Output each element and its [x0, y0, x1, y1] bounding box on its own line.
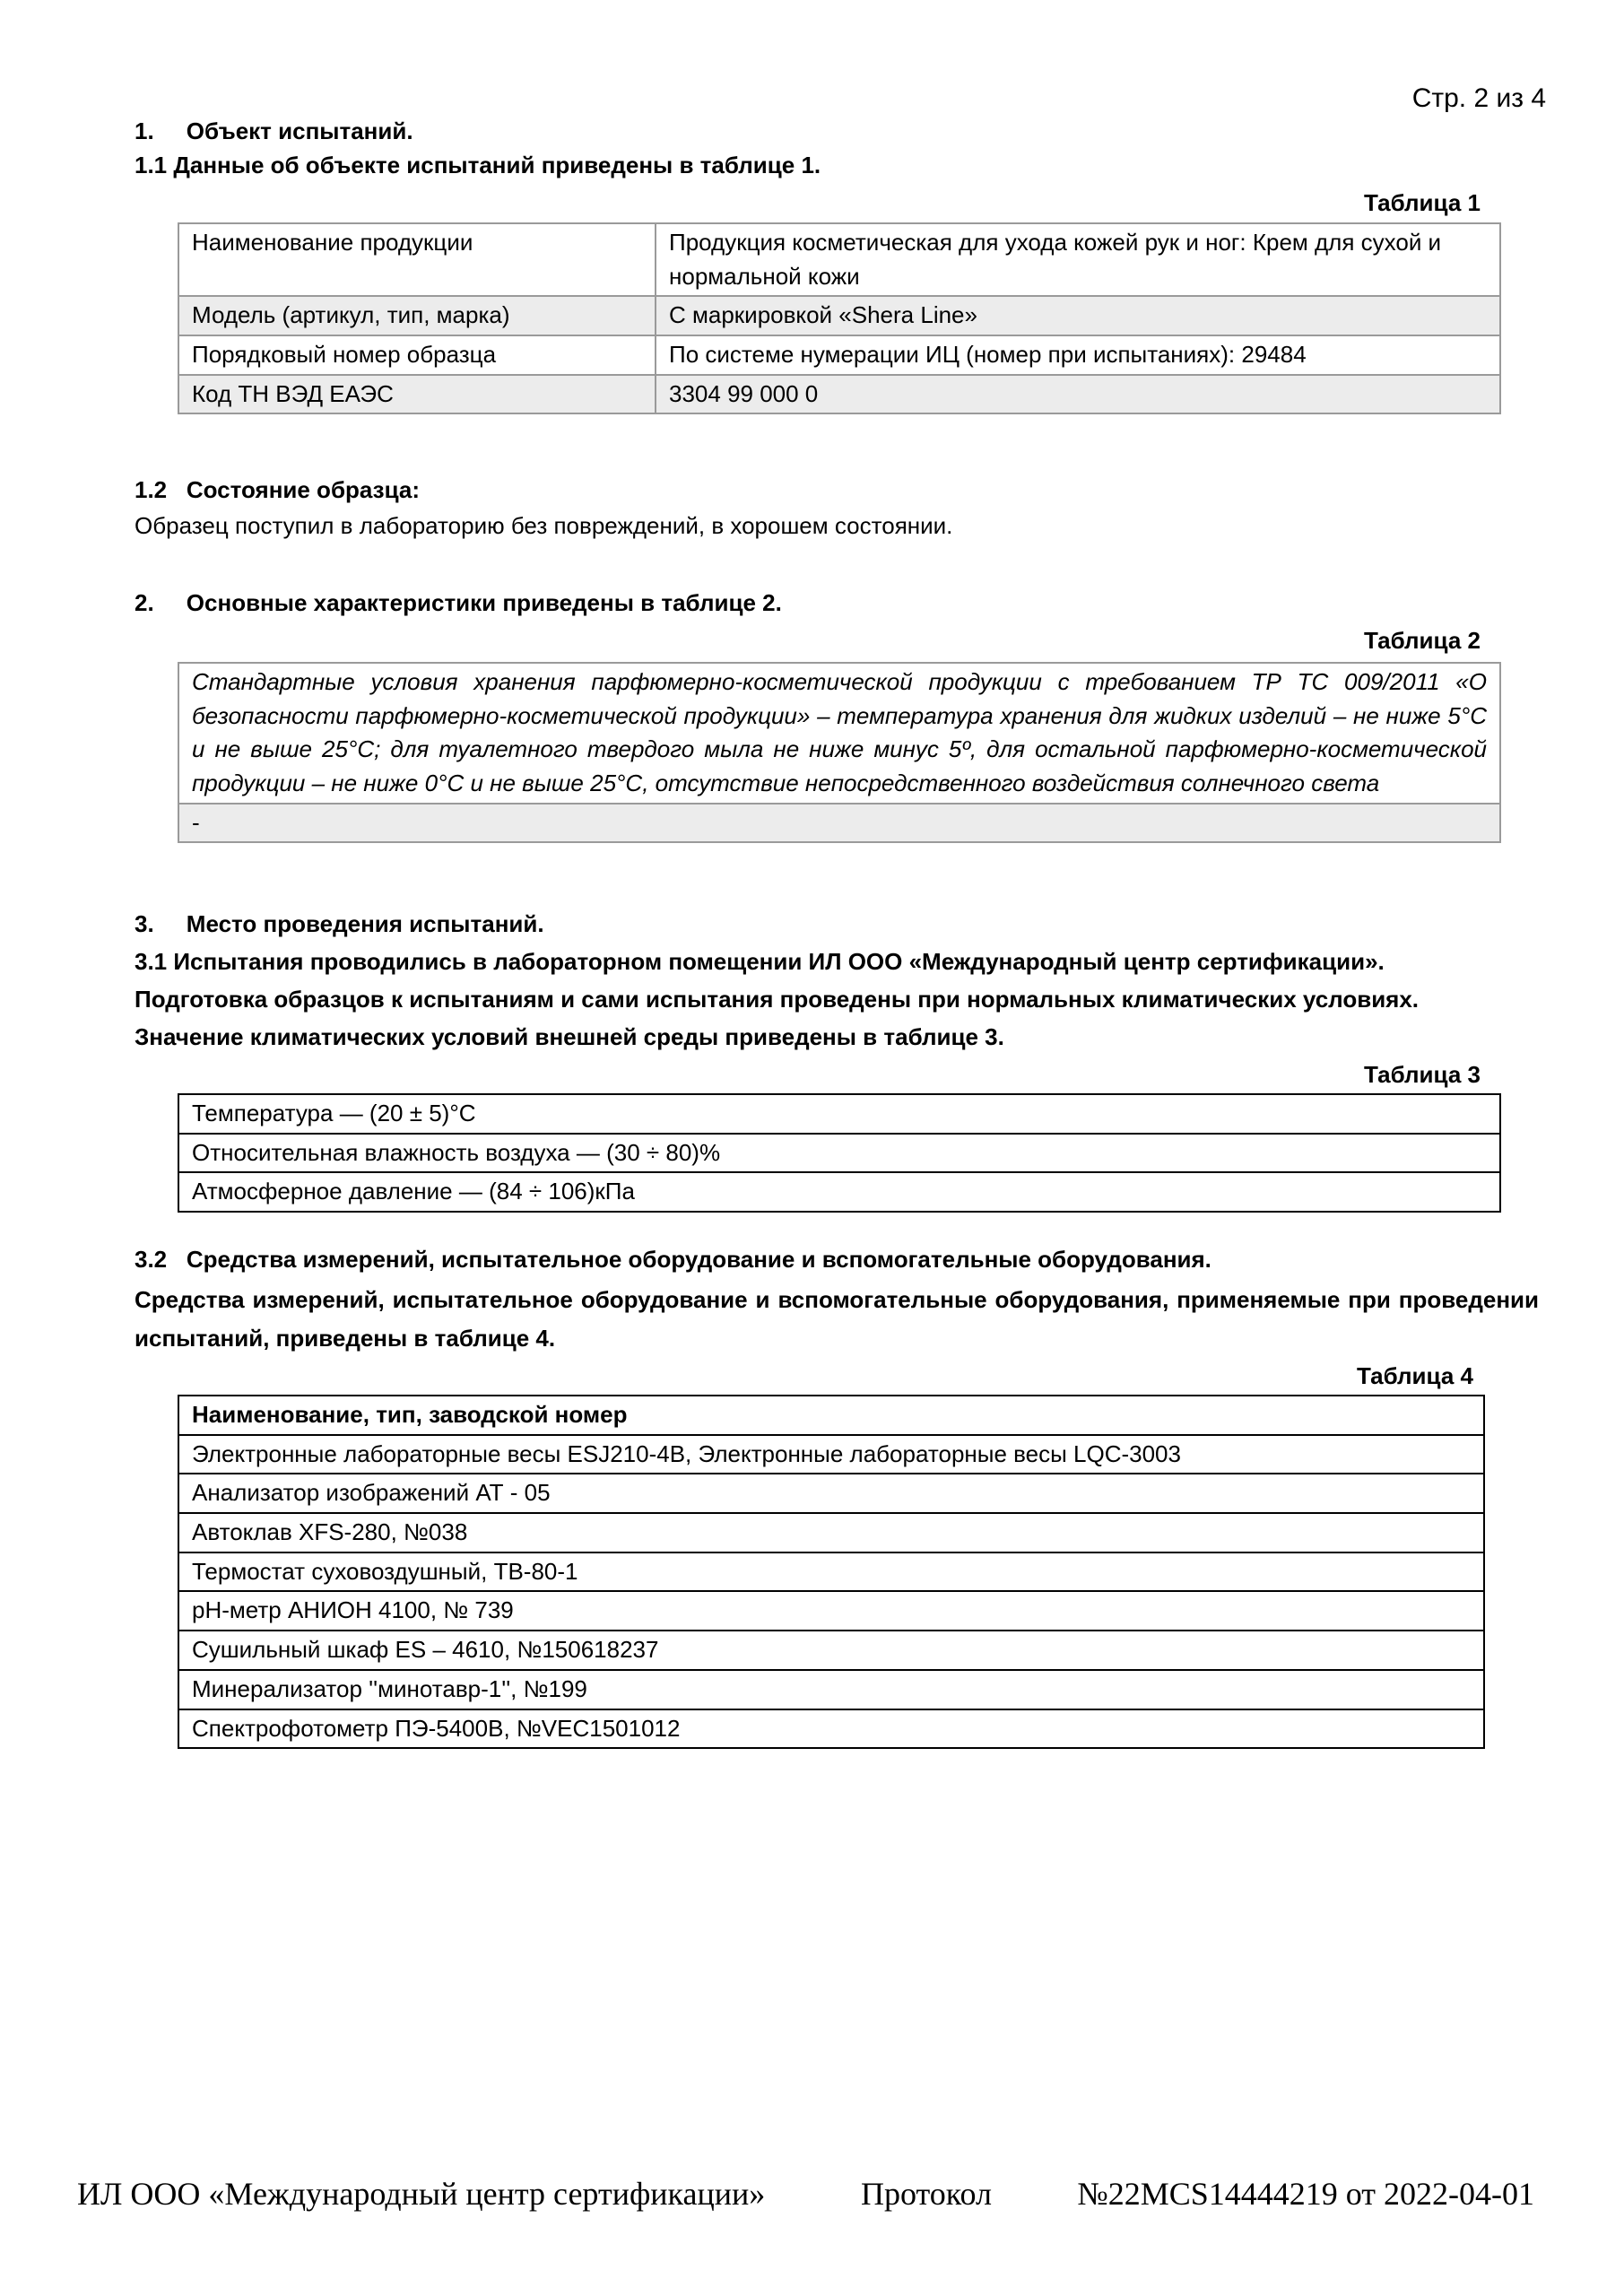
- table-header-cell: Наименование, тип, заводской номер: [178, 1396, 1484, 1435]
- table-cell: Атмосферное давление — (84 ÷ 106)кПа: [178, 1172, 1500, 1212]
- section-3-table-ref-line: Значение климатических условий внешней среды приведены в таблице 3.: [135, 1023, 1004, 1050]
- table-cell: Термостат суховоздушный, ТВ-80-1: [178, 1552, 1484, 1592]
- table-cell-label: Порядковый номер образца: [178, 335, 656, 375]
- table-cell: Относительная влажность воздуха — (30 ÷ 80)%: [178, 1134, 1500, 1173]
- table-cell: Температура — (20 ± 5)°С: [178, 1094, 1500, 1134]
- table-row: [178, 1670, 1484, 1709]
- page-number: Стр. 2 из 4: [1411, 83, 1546, 113]
- table-row: [178, 1709, 1484, 1749]
- section-2-heading: 2. Основные характеристики приведены в таблице 2.: [135, 589, 782, 616]
- section-3-conditions-line: Подготовка образцов к испытаниям и сами испытания проведены при нормальных климатических условиях.: [135, 986, 1420, 1013]
- table-cell-value: С маркировкой «Shera Line»: [656, 296, 1500, 335]
- table-cell: Анализатор изображений АТ - 05: [178, 1474, 1484, 1513]
- table-cell: Минерализатор ''минотавр-1'', №199: [178, 1670, 1484, 1709]
- table-4: [178, 1395, 1485, 1749]
- table-row: [178, 1513, 1484, 1552]
- table-2-label: Таблица 2: [1363, 627, 1481, 654]
- table-cell: pH-метр АНИОН 4100, № 739: [178, 1591, 1484, 1631]
- table-cell-label: Код ТН ВЭД ЕАЭС: [178, 375, 656, 414]
- table-cell: Спектрофотометр ПЭ-5400В, №VEC1501012: [178, 1709, 1484, 1749]
- table-cell-value: 3304 99 000 0: [656, 375, 1500, 414]
- table-row: [178, 1172, 1500, 1212]
- table-cell-value: По системе нумерации ИЦ (номер при испытаниях): 29484: [656, 335, 1500, 375]
- section-1-2-text: Образец поступил в лабораторию без повреждений, в хорошем состоянии.: [135, 512, 953, 539]
- table-row: [178, 1094, 1500, 1134]
- table-row: [178, 335, 1500, 375]
- table-header-row: [178, 1396, 1484, 1435]
- table-2: [178, 662, 1501, 843]
- footer-protocol-number: №22MCS14444219 от 2022-04-01: [1077, 2176, 1534, 2212]
- table-cell-label: Наименование продукции: [178, 223, 656, 296]
- storage-conditions-cell: Стандартные условия хранения парфюмерно-косметической продукции с требованием ТР ТС 009/2011 «О безопасности парфюмерно-косметической продукции» – температура хранения для жидких изделий – не ниже 5°С и не выше 25°С; для туалетного твердого мыла не ниже минус 5º, для остальной парфюмерно-косметической продукции – не ниже 0°С и не выше 25°С, отсутствие непосредственного воздействия солнечного света: [178, 663, 1500, 804]
- table-cell: -: [178, 804, 1500, 843]
- table-3: [178, 1093, 1501, 1213]
- section-1-2-heading: 1.2 Состояние образца:: [135, 476, 421, 503]
- section-3-1-line: 3.1 Испытания проводились в лабораторном помещении ИЛ ООО «Международный центр сертификации».: [135, 948, 1385, 975]
- table-row: [178, 1474, 1484, 1513]
- table-3-label: Таблица 3: [1363, 1061, 1481, 1088]
- table-row: [178, 1134, 1500, 1173]
- section-1-1-heading: 1.1 Данные об объекте испытаний приведены в таблице 1.: [135, 152, 821, 178]
- table-row: [178, 1631, 1484, 1670]
- section-3-2-text: Средства измерений, испытательное оборудование и вспомогательные оборудования, применяемые при проведении испытаний, приведены в таблице 4.: [135, 1286, 1539, 1352]
- table-row: [178, 663, 1500, 804]
- table-row: [178, 375, 1500, 414]
- table-4-label: Таблица 4: [1356, 1362, 1473, 1389]
- table-row: [178, 1435, 1484, 1474]
- table-cell-label: Модель (артикул, тип, марка): [178, 296, 656, 335]
- table-1-label: Таблица 1: [1363, 189, 1481, 216]
- table-cell: Сушильный шкаф ES – 4610, №150618237: [178, 1631, 1484, 1670]
- table-row: [178, 804, 1500, 843]
- table-cell: Электронные лабораторные весы ESJ210-4B, Электронные лабораторные весы LQC-3003: [178, 1435, 1484, 1474]
- table-1: [178, 222, 1501, 414]
- table-row: [178, 296, 1500, 335]
- footer-organization: ИЛ ООО «Международный центр сертификации»: [77, 2176, 766, 2212]
- section-3-heading: 3. Место проведения испытаний.: [135, 910, 544, 937]
- table-row: [178, 1591, 1484, 1631]
- footer-document-type: Протокол: [861, 2176, 992, 2212]
- section-3-2-heading: 3.2 Средства измерений, испытательное оборудование и вспомогательные оборудования.: [135, 1246, 1211, 1273]
- table-row: [178, 1552, 1484, 1592]
- table-cell: Автоклав XFS-280, №038: [178, 1513, 1484, 1552]
- section-1-heading: 1. Объект испытаний.: [135, 117, 413, 144]
- table-cell-value: Продукция косметическая для ухода кожей рук и ног: Крем для сухой и нормальной кожи: [656, 223, 1500, 296]
- table-row: [178, 223, 1500, 296]
